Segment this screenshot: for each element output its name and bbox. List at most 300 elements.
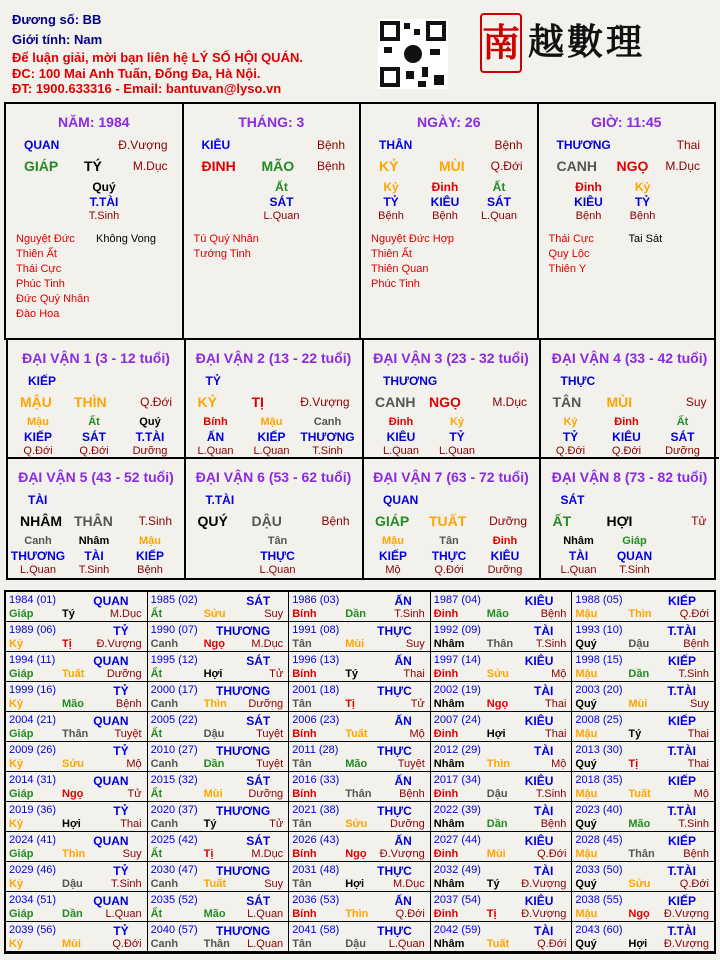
star-item: Phúc Tinh: [16, 278, 65, 290]
year-chi: Hợi: [345, 878, 365, 890]
year-chi: Hợi: [203, 668, 223, 680]
pillar-column: [6, 104, 184, 338]
year-cell: [289, 622, 431, 652]
year-label: 2036 (53): [292, 894, 340, 906]
year-can: Tân: [292, 698, 312, 710]
year-star: SÁT: [246, 834, 271, 848]
pillar-star: QUAN: [24, 138, 60, 152]
year-can: Canh: [150, 758, 179, 770]
year-label: 2032 (49): [433, 864, 481, 876]
hidden-can: Kỷ: [634, 180, 651, 194]
year-can: Giáp: [9, 848, 34, 860]
hidden-star: KIẾP: [23, 430, 52, 444]
year-label: 2021 (38): [292, 804, 340, 816]
year-chi: Dần: [203, 758, 225, 770]
year-label: 2022 (39): [433, 804, 481, 816]
year-star: QUAN: [93, 894, 129, 908]
dai-van-title: ĐẠI VẬN 4 (33 - 42 tuổi): [551, 350, 708, 366]
star-item: Đức Quý Nhân: [16, 293, 90, 305]
year-chi: Mùi: [62, 938, 81, 950]
dai-van-chi: NGỌ: [429, 394, 461, 410]
star-item: Thiên Ất: [16, 248, 57, 260]
pillar-star: KIÊU: [201, 138, 231, 152]
hidden-star: TỶ: [449, 430, 465, 444]
year-chi: Thân: [345, 788, 372, 800]
year-cell: [289, 742, 431, 772]
year-cell: [431, 772, 573, 802]
year-can: Tân: [292, 638, 312, 650]
year-cell: [572, 832, 714, 862]
year-stage: L.Quan: [247, 938, 284, 950]
year-can: Bính: [292, 728, 317, 740]
pillar-title: NĂM: 1984: [57, 114, 130, 130]
year-can: Ất: [150, 788, 163, 800]
year-stage: Bệnh: [683, 638, 709, 650]
hidden-can: Mậu: [139, 535, 161, 547]
year-chi: Ngọ: [62, 788, 84, 800]
hidden-can: Quý: [139, 416, 161, 428]
year-can: Giáp: [9, 788, 34, 800]
year-star: TÀI: [534, 864, 554, 878]
hidden-stage: L.Quan: [438, 445, 476, 457]
year-star: TỶ: [113, 744, 129, 758]
hidden-can: Đinh: [431, 180, 459, 194]
year-chi: Dậu: [345, 938, 366, 950]
hidden-can: Mậu: [382, 535, 404, 547]
year-chi: Dần: [62, 908, 83, 920]
contact-note: Để luận giải, mời bạn liên hệ LÝ SỐ HỘI QUÁN.: [12, 50, 303, 65]
year-star: ẤN: [394, 714, 412, 728]
year-chi: Sửu: [345, 818, 368, 830]
year-can: Đinh: [433, 908, 459, 920]
year-chi: Tuất: [203, 878, 226, 890]
star-item: Không Vong: [96, 233, 156, 245]
year-star: THỰC: [377, 804, 412, 818]
year-label: 2037 (54): [433, 894, 481, 906]
year-can: Ất: [150, 668, 163, 680]
year-label: 1989 (06): [9, 624, 57, 636]
year-cell: [289, 592, 431, 622]
star-item: Thiên Ất: [371, 248, 412, 260]
year-cell: [148, 922, 290, 952]
year-star: T.TÀI: [667, 744, 696, 758]
year-label: 2027 (44): [433, 834, 481, 846]
hidden-can: Canh: [24, 535, 52, 547]
year-stage: L.Quan: [247, 908, 284, 920]
year-star: QUAN: [93, 774, 129, 788]
hidden-star: TỶ: [634, 195, 651, 209]
year-stage: Tử: [269, 668, 284, 680]
year-can: Nhâm: [433, 638, 465, 650]
star-item: Thái Cực: [16, 263, 62, 275]
year-star: KIÊU: [524, 714, 554, 728]
year-can: Giáp: [9, 728, 34, 740]
year-stage: M.Dục: [251, 848, 284, 860]
year-chi: Ngọ: [345, 848, 367, 860]
dai-van-chi: HỢI: [606, 513, 633, 529]
brand-logo: 越數理: [528, 21, 646, 63]
dai-van-can: QUÝ: [197, 513, 228, 529]
year-chi: Thân: [203, 938, 230, 950]
year-stage: Đ.Vượng: [379, 848, 425, 860]
year-label: 2028 (45): [575, 834, 623, 846]
dai-van-chi: THÌN: [74, 394, 107, 410]
year-star: T.TÀI: [667, 684, 696, 698]
year-label: 2019 (36): [9, 804, 57, 816]
year-star: SÁT: [246, 894, 271, 908]
year-cell: [431, 832, 573, 862]
year-star: TỶ: [113, 624, 129, 638]
year-cell: [431, 622, 573, 652]
pillars-table: [4, 102, 716, 340]
hidden-star: THƯƠNG: [300, 430, 355, 444]
pillar-stage: Thai: [676, 138, 700, 152]
years-grid: [4, 590, 716, 954]
stars-left: [194, 232, 259, 262]
year-cell: [289, 682, 431, 712]
seal-logo: 南: [480, 13, 522, 73]
year-cell: [148, 862, 290, 892]
star-item: Đào Hoa: [16, 308, 60, 320]
year-star: QUAN: [93, 834, 129, 848]
year-stage: Bệnh: [399, 788, 425, 800]
year-label: 2017 (34): [433, 774, 481, 786]
hidden-stage: L.Quan: [19, 564, 57, 576]
year-star: THỰC: [377, 684, 412, 698]
hidden-can: Kỷ: [563, 416, 578, 428]
hidden-stage: Bệnh: [137, 564, 163, 576]
year-chi: Sửu: [628, 878, 651, 890]
dai-van-table: [6, 340, 716, 580]
hidden-star: TỶ: [562, 430, 579, 444]
year-label: 2001 (18): [292, 684, 340, 696]
year-stage: Bệnh: [115, 698, 142, 710]
year-stage: Q.Đới: [537, 848, 567, 860]
hidden-star: SÁT: [269, 195, 294, 209]
year-can: Quý: [575, 938, 597, 950]
year-chi: Mão: [486, 608, 509, 620]
year-label: 1990 (07): [150, 624, 198, 636]
year-label: 2025 (42): [150, 834, 198, 846]
year-stage: Tuyệt: [256, 758, 284, 770]
year-can: Nhâm: [433, 698, 465, 710]
year-cell: [6, 832, 148, 862]
dai-van-star: THỰC: [560, 374, 596, 388]
year-cell: [148, 892, 290, 922]
year-chi: Thìn: [628, 608, 652, 620]
year-chi: Tị: [345, 698, 355, 710]
year-can: Ất: [150, 908, 163, 920]
year-cell: [572, 802, 714, 832]
year-cell: [431, 682, 573, 712]
dai-van-title: ĐẠI VẬN 6 (53 - 62 tuổi): [195, 469, 352, 485]
year-label: 2008 (25): [575, 714, 623, 726]
year-chi: Thìn: [62, 848, 86, 860]
dai-van-title: ĐẠI VẬN 1 (3 - 12 tuổi): [22, 350, 170, 366]
year-cell: [289, 832, 431, 862]
year-star: ẤN: [394, 834, 412, 848]
year-cell: [148, 772, 290, 802]
hidden-stage: L.Quan: [197, 445, 234, 457]
year-can: Quý: [575, 698, 597, 710]
dai-van-cell: [186, 340, 364, 459]
year-stage: Mộ: [693, 788, 709, 800]
year-cell: [572, 622, 714, 652]
year-cell: [148, 712, 290, 742]
year-chi: Tuất: [486, 938, 510, 950]
year-chi: Dậu: [486, 788, 508, 800]
year-star: ẤN: [394, 774, 412, 788]
year-chi: Dần: [486, 818, 508, 830]
year-can: Bính: [292, 908, 317, 920]
year-stage: Thai: [120, 818, 142, 830]
year-star: QUAN: [93, 714, 129, 728]
year-stage: Suy: [690, 698, 709, 710]
year-chi: Sửu: [62, 758, 85, 770]
year-can: Canh: [150, 878, 179, 890]
year-can: Mậu: [575, 668, 598, 680]
year-can: Giáp: [9, 668, 34, 680]
year-star: TÀI: [534, 924, 554, 938]
year-stage: L.Quan: [388, 938, 425, 950]
year-label: 2010 (27): [150, 744, 198, 756]
gender: Giới tính: Nam: [12, 32, 103, 47]
year-star: TÀI: [534, 804, 554, 818]
year-can: Tân: [292, 758, 312, 770]
year-label: 2002 (19): [433, 684, 481, 696]
year-stage: Đ.Vượng: [663, 938, 709, 950]
year-stage: Đ.Vượng: [663, 908, 709, 920]
year-can: Tân: [292, 878, 312, 890]
pillar-chi: MÙI: [439, 158, 465, 174]
year-label: 2009 (26): [9, 744, 57, 756]
year-label: 1996 (13): [292, 654, 340, 666]
hidden-stage: L.Quan: [382, 445, 420, 457]
pillar-column: [539, 104, 715, 338]
year-can: Canh: [150, 818, 179, 830]
hidden-star: ẤN: [206, 430, 225, 444]
dai-van-star: T.TÀI: [205, 493, 235, 507]
year-chi: Dậu: [203, 728, 225, 740]
hidden-can: Đinh: [614, 416, 639, 428]
hidden-stage: Q.Đới: [611, 445, 642, 457]
hidden-can: Đinh: [388, 416, 414, 428]
year-cell: [6, 922, 148, 952]
year-cell: [6, 892, 148, 922]
year-cell: [431, 592, 573, 622]
hidden-star: THƯƠNG: [10, 549, 66, 563]
year-label: 1987 (04): [433, 594, 481, 606]
year-stage: T.Sinh: [535, 788, 567, 800]
hidden-stage: Q.Đới: [79, 445, 109, 457]
year-can: Kỷ: [9, 758, 24, 770]
year-cell: [289, 772, 431, 802]
year-star: THƯƠNG: [216, 924, 271, 938]
year-label: 1992 (09): [433, 624, 481, 636]
year-label: 1986 (03): [292, 594, 340, 606]
hidden-stage: Bệnh: [432, 210, 458, 222]
year-chi: Thân: [628, 848, 655, 860]
year-star: THỰC: [377, 864, 412, 878]
hidden-stage: T.Sinh: [88, 210, 120, 222]
dai-van-stage: Dưỡng: [489, 514, 527, 528]
year-label: 2014 (31): [9, 774, 57, 786]
dai-van-can: NHÂM: [20, 513, 62, 529]
hidden-can: Quý: [92, 180, 116, 194]
year-stage: Bệnh: [683, 848, 709, 860]
dai-van-stage: M.Dục: [492, 395, 527, 409]
hidden-stage: T.Sinh: [78, 564, 110, 576]
stars-right: [629, 232, 663, 247]
year-can: Nhâm: [433, 878, 465, 890]
year-stage: T.Sinh: [535, 638, 567, 650]
year-star: KIÊU: [524, 654, 554, 668]
pillar-can: CANH: [556, 158, 597, 174]
year-chi: Tý: [628, 728, 642, 740]
year-cell: [6, 802, 148, 832]
year-can: Mậu: [575, 728, 598, 740]
hidden-star: SÁT: [82, 430, 106, 444]
year-cell: [148, 742, 290, 772]
year-cell: [6, 712, 148, 742]
hidden-stage: Q.Đới: [434, 564, 464, 576]
hidden-can: Mậu: [27, 416, 49, 428]
star-item: Thái Cực: [548, 233, 594, 245]
hidden-stage: Bệnh: [575, 210, 602, 222]
year-star: KIẾP: [667, 654, 696, 668]
dai-van-star: KIẾP: [28, 374, 57, 388]
dai-van-can: CANH: [375, 394, 416, 410]
hidden-stage: Q.Đới: [555, 445, 586, 457]
dai-van-star: QUAN: [383, 493, 419, 507]
year-stage: Tuyệt: [256, 728, 284, 740]
year-can: Ất: [150, 608, 163, 620]
year-can: Quý: [575, 818, 597, 830]
year-can: Quý: [575, 758, 597, 770]
year-stage: Mộ: [409, 728, 425, 740]
stars-left: [16, 232, 89, 322]
year-chi: Tý: [345, 668, 359, 680]
year-cell: [6, 592, 148, 622]
year-can: Mậu: [575, 608, 598, 620]
year-can: Đinh: [433, 788, 459, 800]
year-star: KIÊU: [524, 774, 554, 788]
year-label: 2033 (50): [575, 864, 623, 876]
year-stage: Q.Đới: [112, 938, 142, 950]
year-chi: Dần: [628, 668, 650, 680]
year-label: 1984 (01): [9, 594, 57, 606]
year-stage: Thai: [403, 668, 425, 680]
year-star: THỰC: [377, 744, 412, 758]
year-star: THƯƠNG: [216, 684, 271, 698]
year-star: TỶ: [113, 684, 129, 698]
year-star: KIẾP: [667, 894, 696, 908]
year-label: 1997 (14): [433, 654, 481, 666]
year-chi: Hợi: [628, 938, 648, 950]
year-star: KIẾP: [667, 714, 696, 728]
pillar-title: NGÀY: 26: [416, 114, 481, 130]
dai-van-star: THƯƠNG: [383, 374, 438, 388]
year-chi: Tị: [486, 908, 497, 920]
year-star: ẤN: [394, 894, 412, 908]
year-label: 2041 (58): [292, 924, 340, 936]
year-chi: Mão: [62, 698, 84, 710]
year-label: 2012 (29): [433, 744, 481, 756]
year-stage: Q.Đới: [679, 608, 709, 620]
year-label: 1993 (10): [575, 624, 623, 636]
year-label: 2038 (55): [575, 894, 623, 906]
year-star: T.TÀI: [667, 864, 696, 878]
year-stage: Thai: [687, 728, 709, 740]
dai-van-cell: [541, 340, 719, 459]
year-stage: Thai: [544, 728, 567, 740]
pillar-title: GIỜ: 11:45: [591, 114, 662, 130]
year-stage: Dưỡng: [248, 698, 284, 710]
year-label: 2006 (23): [292, 714, 340, 726]
year-chi: Sửu: [203, 608, 226, 620]
hidden-can: Nhâm: [563, 535, 594, 547]
year-can: Đinh: [433, 608, 459, 620]
year-star: ẤN: [394, 594, 412, 608]
year-star: TÀI: [534, 684, 554, 698]
hidden-star: TÀI: [568, 549, 589, 563]
star-item: Nguyệt Đức: [16, 233, 75, 245]
year-chi: Tị: [62, 638, 72, 650]
year-star: TÀI: [534, 624, 554, 638]
dai-van-chi: TUẤT: [429, 513, 467, 529]
pillar-star: THÂN: [379, 138, 413, 152]
year-cell: [431, 802, 573, 832]
hidden-stage: Bệnh: [378, 210, 404, 222]
year-stage: Dưỡng: [248, 788, 284, 800]
year-can: Mậu: [575, 788, 598, 800]
year-stage: Tử: [269, 818, 284, 830]
year-chi: Tý: [486, 878, 500, 890]
year-chi: Mão: [628, 818, 651, 830]
hidden-stage: L.Quan: [253, 445, 290, 457]
hidden-star: THỰC: [431, 549, 467, 563]
year-chi: Mùi: [203, 788, 223, 800]
hidden-stage: Q.Đới: [23, 445, 53, 457]
year-label: 1995 (12): [150, 654, 198, 666]
hidden-star: QUAN: [616, 549, 653, 563]
year-chi: Dần: [345, 608, 366, 620]
year-stage: Thai: [544, 698, 567, 710]
year-stage: Suy: [264, 608, 284, 620]
year-stage: L.Quan: [105, 908, 142, 920]
year-star: KIẾP: [667, 594, 696, 608]
year-chi: Hợi: [486, 728, 506, 740]
year-can: Quý: [575, 878, 597, 890]
pillar-chi: NGỌ: [616, 158, 649, 174]
year-cell: [431, 892, 573, 922]
dai-van-title: ĐẠI VẬN 3 (23 - 32 tuổi): [373, 350, 529, 366]
hidden-stage: L.Quan: [259, 564, 296, 576]
hidden-can: Kỷ: [383, 180, 399, 194]
year-stage: Đ.Vượng: [96, 638, 142, 650]
year-cell: [289, 892, 431, 922]
year-cell: [289, 802, 431, 832]
year-cell: [572, 592, 714, 622]
year-stage: Q.Đới: [395, 908, 425, 920]
stars-left: [549, 232, 594, 277]
year-label: 2031 (48): [292, 864, 340, 876]
year-cell: [148, 592, 290, 622]
year-cell: [6, 682, 148, 712]
year-cell: [6, 742, 148, 772]
pillar-chi-stage: Bệnh: [316, 159, 345, 173]
year-star: KIÊU: [524, 594, 554, 608]
